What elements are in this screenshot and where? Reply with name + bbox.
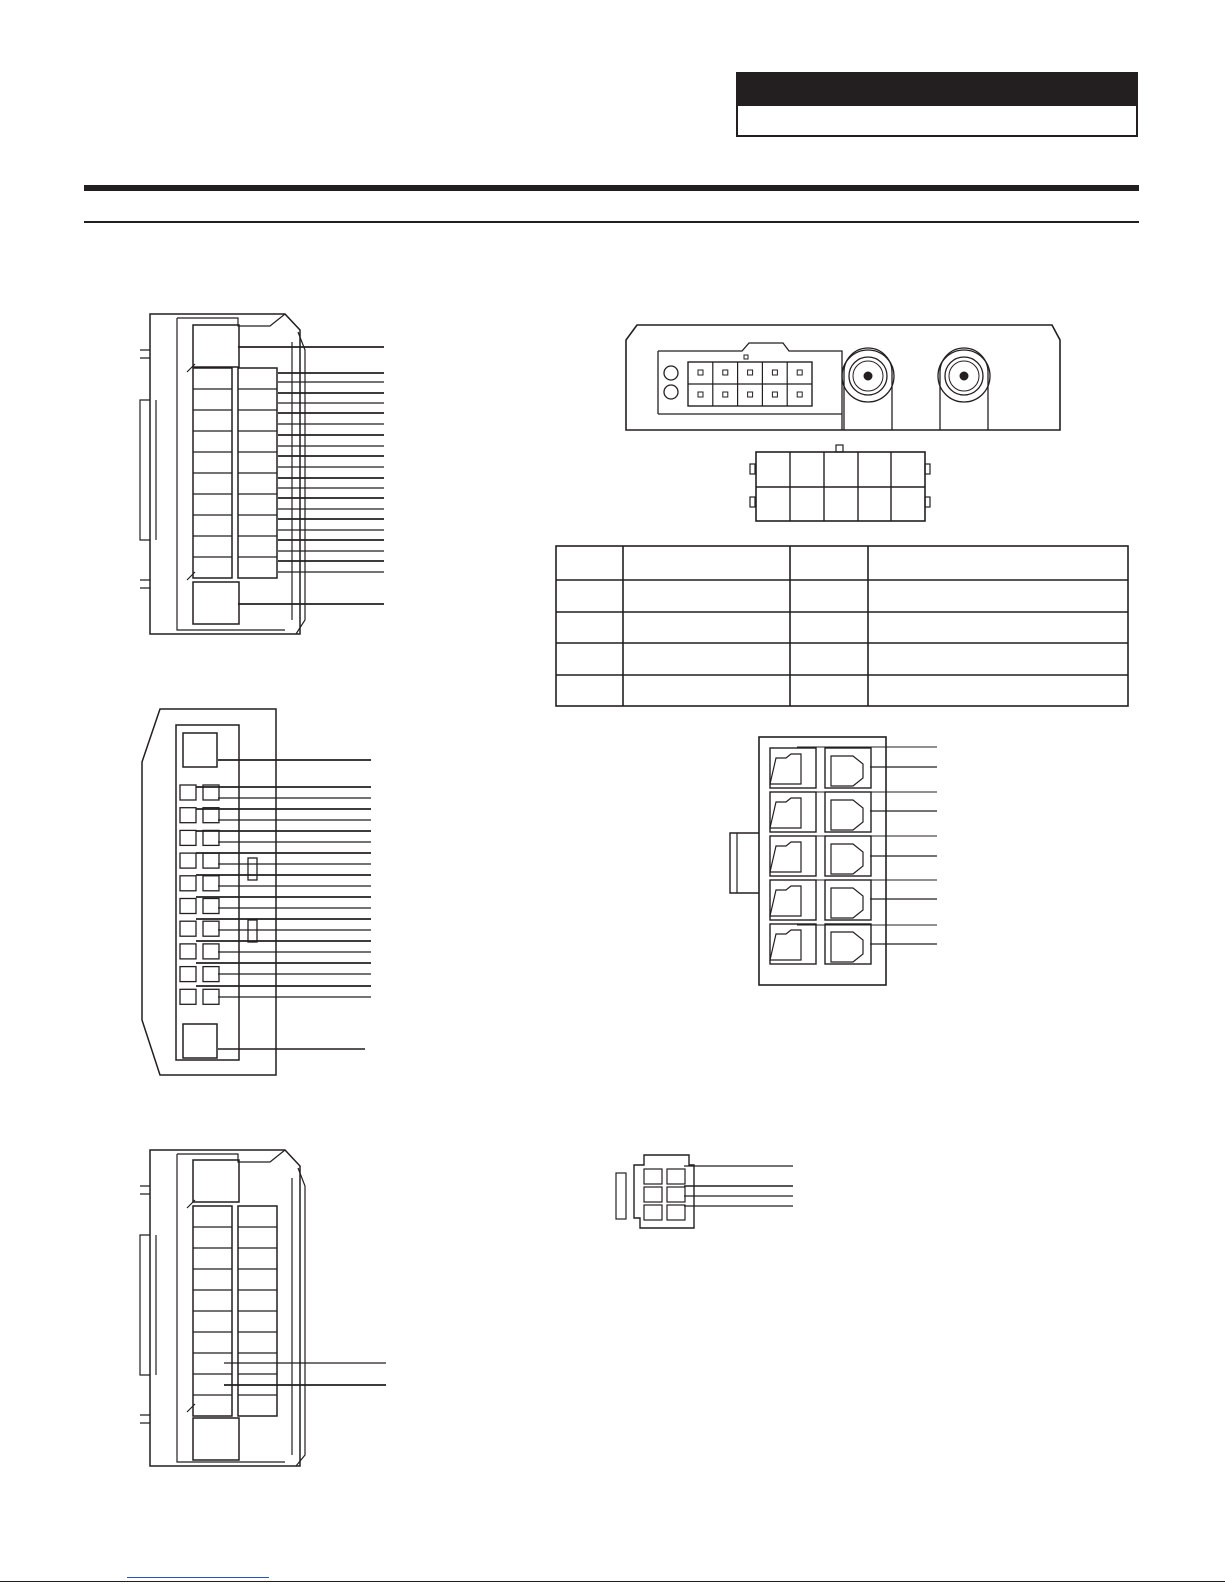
ten-pin-connector-diagram [750, 445, 930, 521]
pin-contact [797, 392, 802, 397]
mount-hole [664, 366, 678, 380]
coax-jack-icon [844, 348, 892, 430]
pin-contact [748, 392, 753, 397]
terminal-cavity [193, 582, 239, 624]
pin-cell-icon [831, 844, 863, 874]
key-mark [187, 364, 195, 580]
latch-tab [140, 350, 150, 358]
coax-jack-icon [940, 348, 988, 430]
latch-rail [140, 1235, 150, 1375]
pin-cell [644, 1169, 662, 1184]
pin-cell [825, 880, 871, 920]
footer-rule [0, 1581, 1225, 1582]
pin-cell [180, 830, 196, 845]
key-mark [187, 1200, 195, 1412]
pin-cell [203, 830, 219, 845]
six-pin-connector-diagram [616, 737, 937, 1228]
pin-contact [723, 370, 728, 375]
pin-cell [180, 808, 196, 823]
pin-contact [723, 392, 728, 397]
pin-cell [825, 792, 871, 832]
mount-hole [664, 385, 678, 399]
pin-cell [825, 748, 871, 788]
pin-cell [203, 944, 219, 959]
pin-cell-icon [770, 754, 801, 784]
terminal-cavity [183, 733, 217, 767]
pin-cell [203, 899, 219, 914]
pinout-table [556, 546, 1128, 706]
pin-cell [825, 924, 871, 964]
pin-contact [698, 392, 703, 397]
pin-cell [203, 808, 219, 823]
pin-cell [203, 989, 219, 1004]
inner-frame [176, 725, 239, 1060]
pin-cell [180, 853, 196, 868]
pin-cell [203, 876, 219, 891]
pin-cell-icon [831, 888, 863, 918]
pin-cell-icon [831, 756, 863, 786]
pin-cell [180, 921, 196, 936]
pin-cell [644, 1187, 662, 1202]
latch-tab [140, 1415, 150, 1423]
terminal-cavity [193, 1160, 239, 1202]
pin-cell-icon [770, 798, 801, 828]
pin-cell [180, 989, 196, 1004]
latch-tab [750, 497, 755, 507]
pin-cell-icon [770, 842, 801, 872]
coax-pin [864, 372, 872, 380]
keying-slot [248, 920, 257, 942]
connector-diagram-3 [140, 1150, 386, 1466]
connector-diagram-1 [140, 314, 384, 634]
footer-link[interactable] [127, 1577, 269, 1578]
pin-cell [667, 1187, 685, 1202]
terminal-cavity [193, 1418, 239, 1460]
key-mark [744, 355, 748, 359]
latch-tab [140, 580, 150, 588]
pin-contact [772, 392, 777, 397]
pin-cell [203, 967, 219, 982]
table-frame [556, 546, 1128, 706]
pin-cell [203, 921, 219, 936]
key-mark [836, 445, 843, 452]
pin-cell [644, 1205, 662, 1220]
pin-contact [797, 370, 802, 375]
pin-cell [203, 853, 219, 868]
pin-cell [825, 836, 871, 876]
pin-cell [180, 899, 196, 914]
pin-cell [180, 967, 196, 982]
radio-connector-diagram [626, 325, 1060, 430]
pin-cell [180, 876, 196, 891]
housing-edge [177, 314, 285, 326]
pin-cell [667, 1169, 685, 1184]
pin-cell [180, 785, 196, 800]
pin-cell-icon [831, 800, 863, 830]
pin-cell-icon [770, 886, 801, 916]
pin-contact [698, 370, 703, 375]
latch-tab [750, 464, 755, 474]
terminal-cavity [183, 1024, 217, 1058]
connector-housing [142, 709, 276, 1075]
pin-cell-icon [770, 930, 801, 960]
connector-housing [759, 737, 886, 985]
latch-tab [616, 1173, 626, 1219]
pin-contact [772, 370, 777, 375]
latch-tab [730, 833, 759, 893]
terminal-cavity [193, 325, 239, 367]
pin-contact [748, 370, 753, 375]
latch-rail [140, 400, 150, 540]
pin-cell-icon [831, 932, 863, 962]
keying-slot [248, 858, 257, 880]
pin-cell [180, 944, 196, 959]
connector-diagram-2 [142, 709, 371, 1075]
housing-edge [285, 314, 300, 330]
harness-socket-outline [658, 343, 842, 430]
pin-cell [667, 1205, 685, 1220]
coax-pin [960, 372, 968, 380]
latch-tab [140, 1186, 150, 1194]
